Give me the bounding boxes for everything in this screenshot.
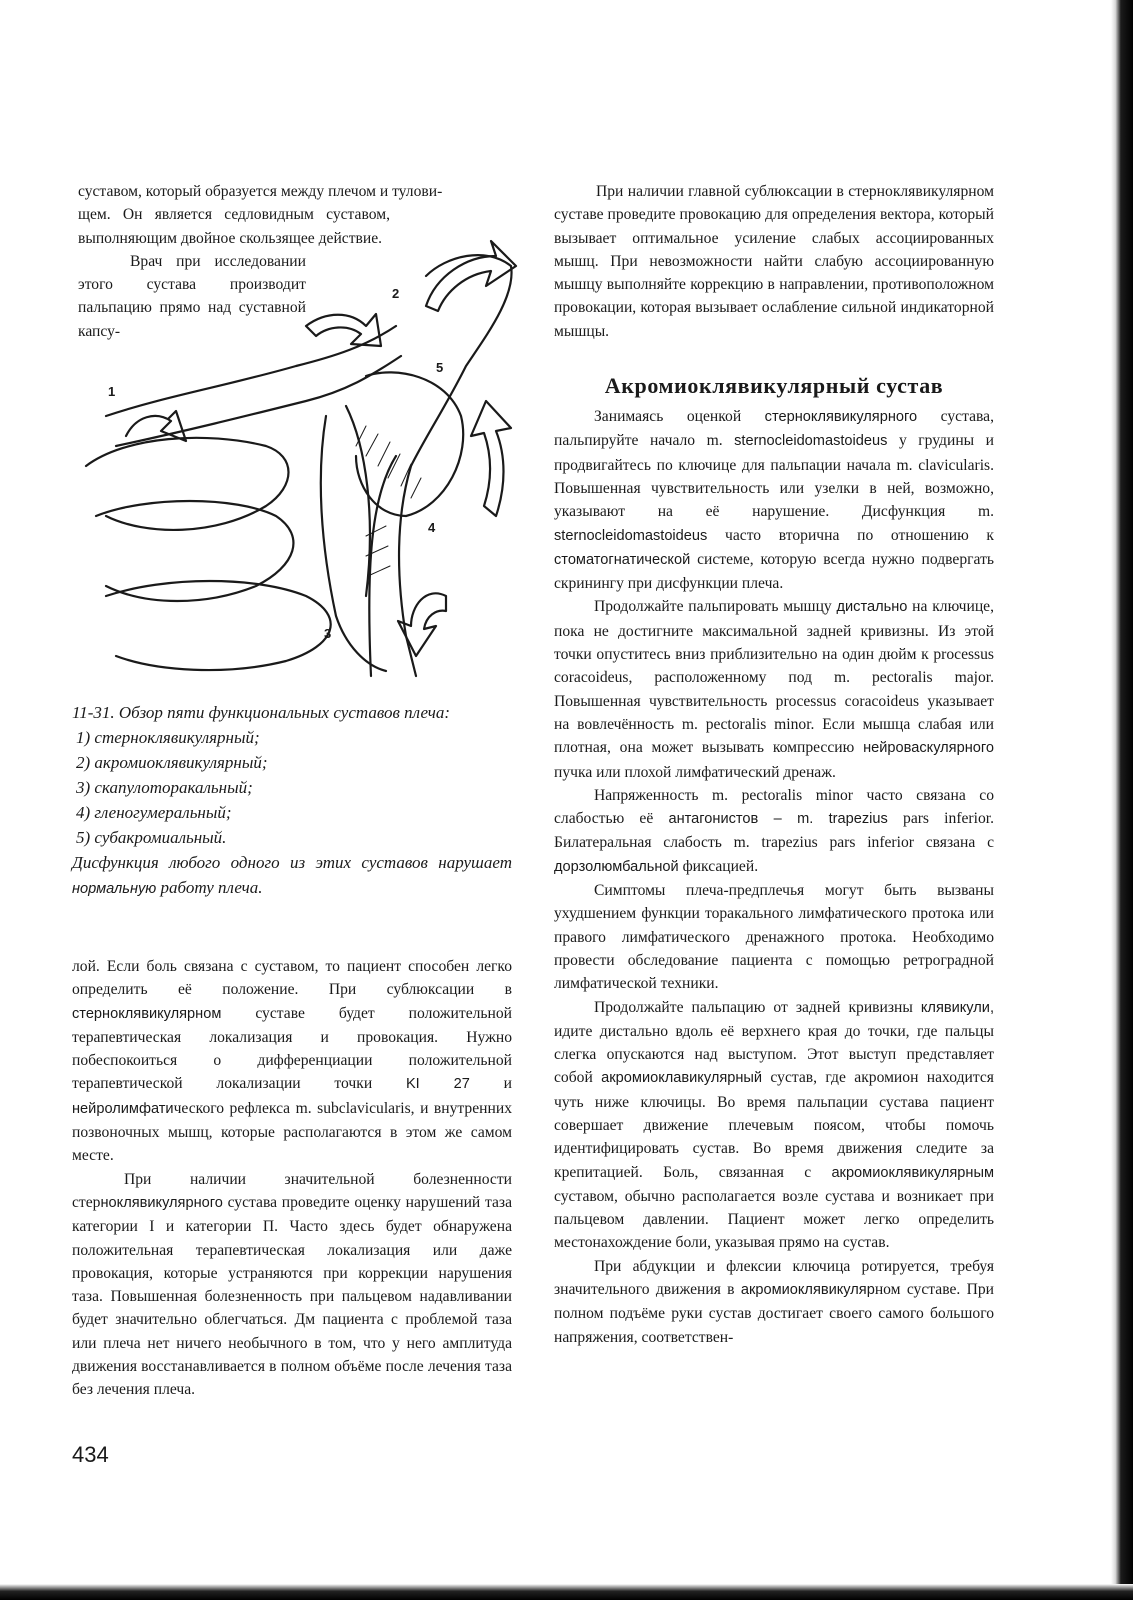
caption-desc-before: Дисфункция любого одного из этих суставов нарушает bbox=[72, 853, 512, 872]
arrow-2-drawing bbox=[426, 241, 516, 311]
paragraph-distal bbox=[554, 595, 994, 783]
scan-edge-bottom bbox=[0, 1584, 1133, 1600]
text-run: ном суставе. При полном подъёме руки сустав достигает своего самого большого напряжения, соответствен- bbox=[554, 1281, 994, 1346]
bold-term: sternocleidomastoideus bbox=[554, 527, 708, 544]
page-number: 434 bbox=[72, 1442, 109, 1467]
text-run: Занимаясь оценкой bbox=[594, 408, 765, 426]
text-run: ческого рефлекса m. subclavicularis, и внутренних позвоночных мышц, которые располагаются в этом же самом месте. bbox=[72, 1099, 512, 1165]
bold-term: стоматогнатической bbox=[554, 551, 691, 568]
paragraph-abduction bbox=[554, 1255, 994, 1349]
bold-term: sternocleidomastoideus bbox=[734, 433, 888, 450]
bold-term: нейроваскулярного bbox=[863, 740, 994, 757]
bold-term: дорзолюмбальной bbox=[554, 858, 679, 875]
shoulder-joints-figure bbox=[66, 216, 530, 686]
text-run: Продолжайте пальпацию от задней кривизны bbox=[594, 998, 921, 1016]
bold-term: клявикули, bbox=[920, 999, 994, 1016]
paragraph-pelvis bbox=[72, 1168, 512, 1402]
text-run: Продолжайте пальпировать мышцу bbox=[594, 598, 837, 616]
section-title: Акромиоклявикулярный сустав bbox=[604, 373, 944, 399]
text-run: При наличии значительной болезненности стер bbox=[72, 1170, 512, 1211]
bold-term: дистально bbox=[836, 599, 908, 616]
caption-item-2: 2) акромиоклявикулярный; bbox=[76, 753, 268, 772]
figure-label-3: 3 bbox=[324, 626, 332, 641]
paragraph-intro-wrap: щем. Он является седловидным суставом, выполняющим двойное скользящее действие. bbox=[78, 206, 390, 247]
paragraph-subluxation bbox=[72, 955, 512, 1168]
text-run: пучка или плохой лимфатический дренаж. bbox=[554, 763, 836, 781]
hatching-drawing bbox=[356, 426, 421, 576]
scan-edge-right bbox=[1111, 0, 1133, 1600]
text-run: и bbox=[469, 1075, 512, 1093]
paragraph-lymphatic: Симптомы плеча-предплечья могут быть вызваны ухудшением функции торакального лимфатического протока или правого лимфатического дренажного протока. Необходимо провести обследование пациента с помощью ретроградной лимфатической техники. bbox=[554, 882, 994, 993]
bold-term: нейролимфати bbox=[72, 1100, 174, 1117]
paragraph-provocation: При наличии главной сублюксации в стерноклявикулярном суставе проведите провокацию для определения вектора, который вызывает оптимальное усиление слабых ассоциированных мышц. При невозможности найти слабую ассоциированную мышцу выполняйте коррекцию в направлении, противоположном провокации, которая вызывает ослабление сильной индикаторной мышцы. bbox=[554, 183, 994, 340]
caption-description bbox=[72, 850, 512, 902]
text-run: сустав, где акромион находится чуть ниже ключицы. Во время пальпации сустава пациент совершает движение плечевым поясом, чтобы помочь идентифицировать сустав. Во время движения следите за крепитацией. Боль, связанная с bbox=[554, 1069, 994, 1181]
rib-3-drawing bbox=[106, 581, 331, 670]
figure-label-1: 1 bbox=[108, 384, 116, 399]
caption-item-5: 5) субакромиальный. bbox=[76, 828, 227, 847]
text-run: сустава, пальпируйте начало m. bbox=[554, 408, 994, 450]
caption-title: 11-31. Обзор пяти функциональных суставов плеча: bbox=[72, 703, 451, 722]
right-column bbox=[554, 180, 994, 1349]
bold-term: акромиоклавикулярный bbox=[601, 1070, 763, 1087]
figure-label-5: 5 bbox=[436, 360, 444, 375]
text-run: часто вторична по отношению к bbox=[707, 526, 994, 544]
bold-term: ноклявикулярного bbox=[100, 1194, 223, 1211]
text-run: на ключице, пока не достигните максимальной задней кривизны. Из этой точки опуститесь вниз приблизительно на один дюйм к processus coracoideus, расположенному под m. pectoralis major. Повышенная чувствительность processus coracoideus указывает на вовлечённость m. pectoralis minor. Если мышца слабая или плотная, она может вызывать компрессию bbox=[554, 598, 994, 757]
arrow-5-drawing bbox=[471, 401, 511, 516]
caption-desc-bold: нормальную bbox=[72, 881, 157, 897]
text-run: сустава проведите оценку нарушений таза категории I и категории П. Часто здесь будет обнаружена положительная терапевтическая локализация или даже провокация, которые устраняются при коррекции нарушения таза. Повышенная болезненность при пальцевом надавливании будет значительно облегчаться. Дм пациента с проблемой таза или плеча нет ничего необычного в том, что у него амплитуда движения восстанавливается в полном объёме после лечения таза без лечения плеча. bbox=[72, 1193, 512, 1399]
arrow-4-drawing bbox=[398, 593, 446, 656]
text-run: фиксацией. bbox=[678, 857, 759, 875]
text-run: Напряженность m. pectoralis minor часто связана со слабостью её bbox=[554, 786, 994, 828]
caption-desc-after: работу плеча. bbox=[156, 878, 263, 897]
bold-term: стерноклявикулярного bbox=[764, 409, 918, 426]
paragraph-trapezius bbox=[554, 784, 994, 879]
text-run: идите дистально вдоль её верхнего края до точки, где пальцы слегка опускаются над выступом. Этот выступ представляет собой bbox=[554, 1022, 994, 1087]
rib-1-drawing bbox=[86, 438, 289, 530]
bold-term: акромиоклявикулярным bbox=[831, 1164, 994, 1181]
text-run: При абдукции и флексии ключица ротируется, требуя значительного движения в bbox=[554, 1257, 994, 1299]
caption-item-4: 4) гленогумеральный; bbox=[76, 803, 232, 822]
figure-label-2: 2 bbox=[392, 286, 400, 301]
text-run: у грудины и продвигайтесь по ключице для пальпации начала m. clavicularis. Повышенная чувствительность или узелки в ней, возможно, указывают на её нарушение. Дисфункция m. bbox=[554, 432, 994, 521]
caption-item-3: 3) скапулоторакальный; bbox=[76, 778, 253, 797]
text-run: pars inferior. Билатеральная слабость m. trapezius pars inferior связана с bbox=[554, 810, 994, 852]
figure-caption bbox=[72, 700, 512, 902]
left-column-bottom bbox=[72, 955, 512, 1402]
bold-term: антагонистов – m. trapezius bbox=[668, 811, 888, 828]
text-run: суставе будет положительной терапевтическая локализация и провокация. Нужно побеспокоиться о дифференциации положительной терапевтической локализации точки bbox=[72, 1004, 512, 1093]
paragraph-palpation: Врач при исследовании этого сустава производит пальпацию прямо над суставной капсу- bbox=[78, 252, 306, 340]
paragraph-acromioclavicular bbox=[554, 996, 994, 1255]
paragraph-intro-line: суставом, который образуется между плечом и тулови- bbox=[78, 183, 443, 200]
caption-item-1: 1) стерноклявикулярный; bbox=[76, 728, 260, 747]
paragraph-sternocleido bbox=[554, 405, 994, 595]
text-run: суставом, обычно располагается возле сустава и возникает при пальцевом давлении. Пациент может легко определить местонахождение боли, указывая прямо на сустав. bbox=[554, 1187, 994, 1252]
text-run: лой. Если боль связана с суставом, то пациент способен легко определить её положение. При сублюксации в bbox=[72, 958, 512, 999]
text-run: системе, которую всегда нужно подвергать скринингу при дисфункции плеча. bbox=[554, 550, 994, 593]
figure-label-4: 4 bbox=[428, 520, 436, 535]
bold-term: акромиоклявикуляр bbox=[740, 1282, 875, 1299]
bold-term: KI 27 bbox=[405, 1076, 470, 1093]
rib-2-drawing bbox=[96, 501, 293, 601]
bold-term: стерноклявикулярном bbox=[72, 1005, 222, 1022]
